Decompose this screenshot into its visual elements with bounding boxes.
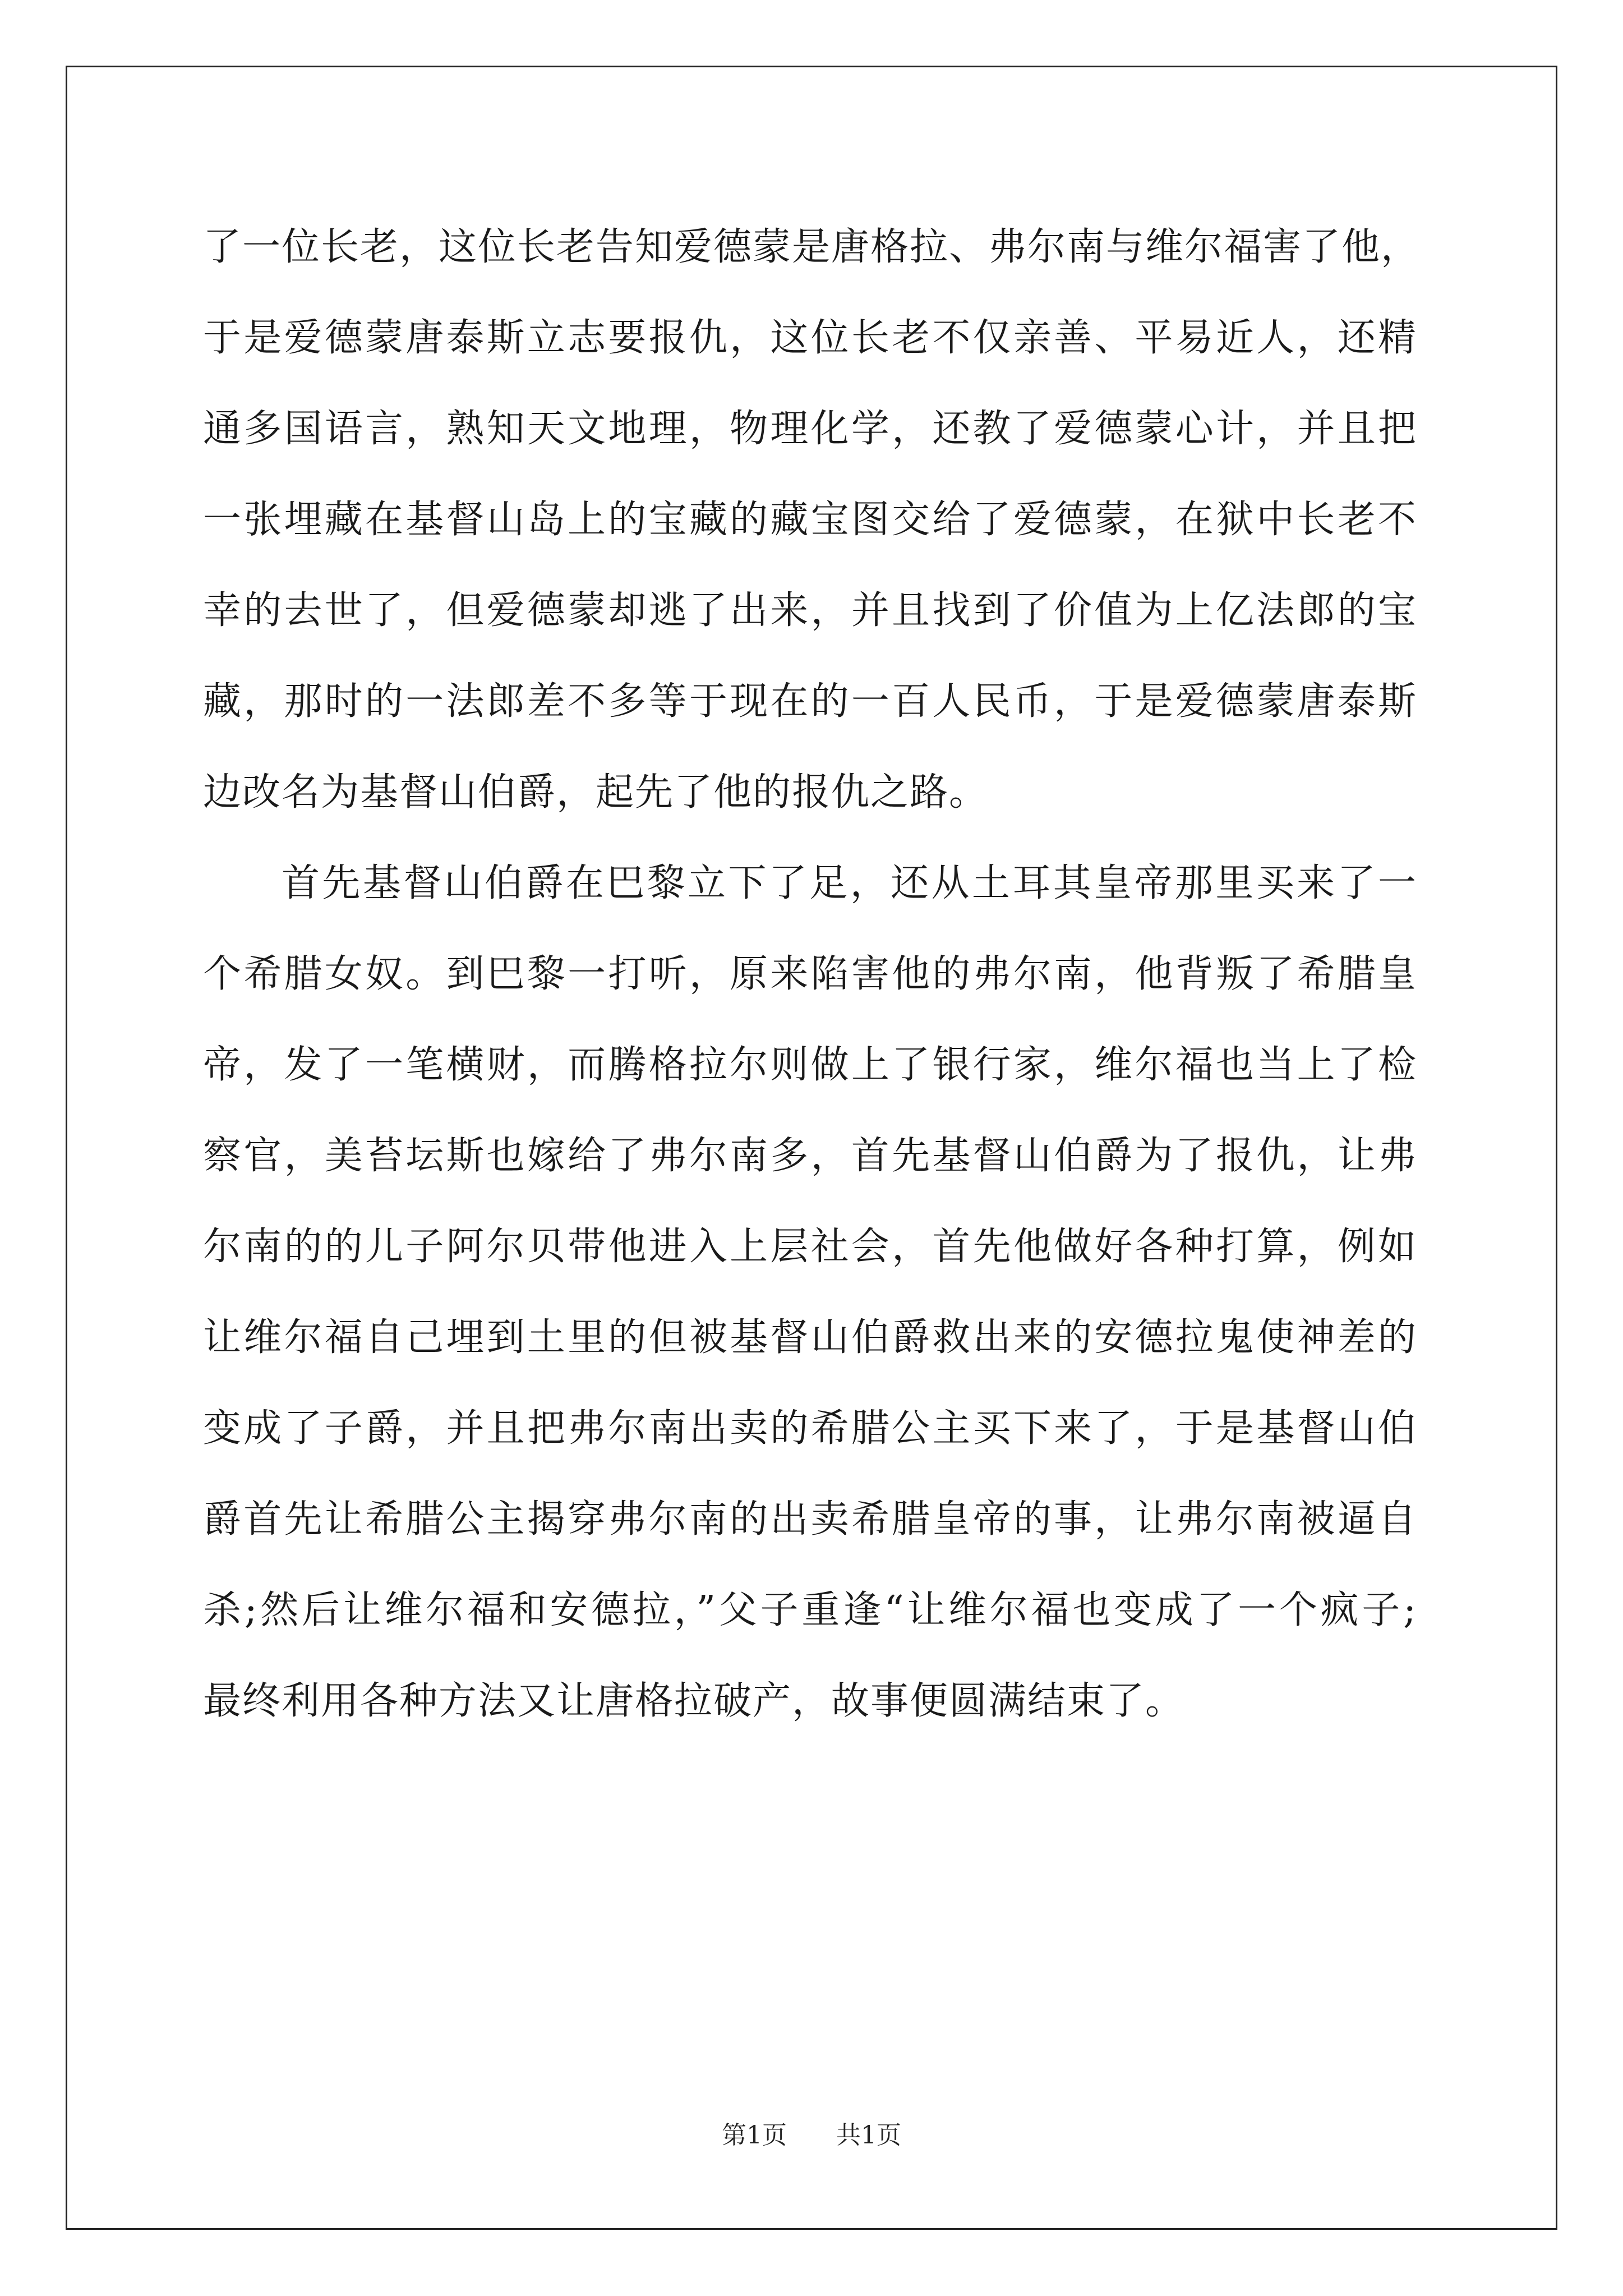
text-line: 一张埋藏在基督山岛上的宝藏的藏宝图交给了爱德蒙，在狱中长老不 [203, 498, 1417, 542]
paragraph-2 [203, 838, 1417, 1747]
page-number-current: 第1页 [722, 2121, 787, 2150]
text-line: 最终利用各种方法又让唐格拉破产，故事便圆满结束了。 [203, 1679, 1185, 1723]
text-line: 爵首先让希腊公主揭穿弗尔南的出卖希腊皇帝的事，让弗尔南被逼自 [203, 1497, 1417, 1542]
text-line: 让维尔福自己埋到土里的但被基督山伯爵救出来的安德拉鬼使神差的 [203, 1315, 1417, 1360]
text-line: 杀;然后让维尔福和安德拉，”父子重逢“让维尔福也变成了一个疯子; [203, 1588, 1417, 1632]
text-line: 了一位长老，这位长老告知爱德蒙是唐格拉、弗尔南与维尔福害了他， [203, 225, 1421, 269]
text-line: 变成了子爵，并且把弗尔南出卖的希腊公主买下来了，于是基督山伯 [203, 1406, 1417, 1451]
document-body [203, 202, 1421, 1747]
text-line: 于是爱德蒙唐泰斯立志要报仇，这位长老不仅亲善、平易近人，还精 [203, 316, 1417, 360]
text-line: 帝，发了一笔横财，而腾格拉尔则做上了银行家，维尔福也当上了检 [203, 1043, 1417, 1087]
text-line: 首先基督山伯爵在巴黎立下了足，还从土耳其皇帝那里买来了一 [282, 861, 1417, 905]
text-line: 通多国语言，熟知天文地理，物理化学，还教了爱德蒙心计，并且把 [203, 407, 1417, 451]
text-line: 藏，那时的一法郎差不多等于现在的一百人民币，于是爱德蒙唐泰斯 [203, 679, 1417, 724]
text-line: 察官，美苔坛斯也嫁给了弗尔南多，首先基督山伯爵为了报仇，让弗 [203, 1134, 1417, 1178]
text-line: 尔南的的儿子阿尔贝带他进入上层社会，首先他做好各种打算，例如 [203, 1225, 1417, 1269]
text-line: 边改名为基督山伯爵，起先了他的报仇之路。 [203, 770, 989, 815]
page-footer [0, 2115, 1623, 2151]
text-line: 个希腊女奴。到巴黎一打听，原来陷害他的弗尔南，他背叛了希腊皇 [203, 952, 1417, 996]
text-line: 幸的去世了，但爱德蒙却逃了出来，并且找到了价值为上亿法郎的宝 [203, 588, 1417, 633]
paragraph-1 [203, 202, 1421, 838]
page-number-total: 共1页 [836, 2121, 901, 2150]
